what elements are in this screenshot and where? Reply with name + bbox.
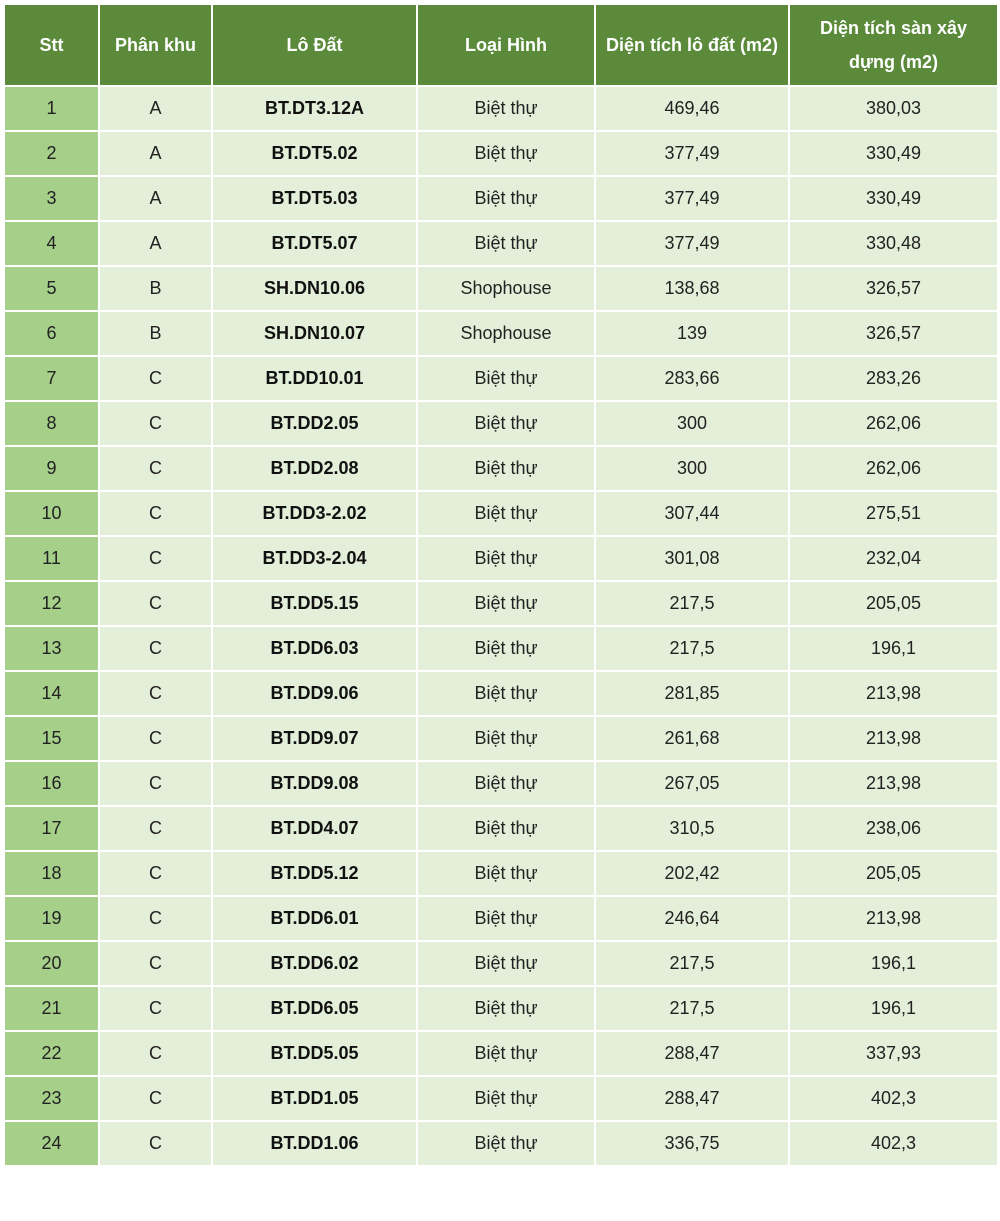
cell-land-area: 307,44 xyxy=(595,491,789,536)
cell-stt: 22 xyxy=(4,1031,99,1076)
cell-lot: BT.DT3.12A xyxy=(212,86,417,131)
table-row xyxy=(4,446,998,491)
cell-floor-area: 275,51 xyxy=(789,491,998,536)
cell-floor-area: 213,98 xyxy=(789,896,998,941)
cell-lot: BT.DD3-2.02 xyxy=(212,491,417,536)
cell-type: Biệt thự xyxy=(417,1121,595,1166)
cell-zone: A xyxy=(99,176,212,221)
cell-floor-area: 330,49 xyxy=(789,131,998,176)
cell-stt: 2 xyxy=(4,131,99,176)
cell-lot: BT.DD4.07 xyxy=(212,806,417,851)
cell-type: Biệt thự xyxy=(417,806,595,851)
cell-stt: 19 xyxy=(4,896,99,941)
cell-type: Biệt thự xyxy=(417,131,595,176)
cell-stt: 9 xyxy=(4,446,99,491)
cell-lot: BT.DD2.05 xyxy=(212,401,417,446)
cell-land-area: 246,64 xyxy=(595,896,789,941)
cell-lot: BT.DD9.08 xyxy=(212,761,417,806)
header-land-area: Diện tích lô đất (m2) xyxy=(595,4,789,86)
cell-lot: SH.DN10.07 xyxy=(212,311,417,356)
table-row xyxy=(4,671,998,716)
cell-stt: 18 xyxy=(4,851,99,896)
table-row xyxy=(4,626,998,671)
cell-lot: BT.DD6.03 xyxy=(212,626,417,671)
table-row xyxy=(4,986,998,1031)
cell-floor-area: 205,05 xyxy=(789,851,998,896)
cell-stt: 3 xyxy=(4,176,99,221)
cell-stt: 6 xyxy=(4,311,99,356)
cell-type: Biệt thự xyxy=(417,221,595,266)
cell-zone: A xyxy=(99,86,212,131)
cell-zone: C xyxy=(99,356,212,401)
table-row xyxy=(4,536,998,581)
cell-stt: 17 xyxy=(4,806,99,851)
cell-land-area: 261,68 xyxy=(595,716,789,761)
cell-floor-area: 213,98 xyxy=(789,761,998,806)
cell-land-area: 217,5 xyxy=(595,626,789,671)
cell-type: Biệt thự xyxy=(417,851,595,896)
cell-zone: C xyxy=(99,626,212,671)
table-header xyxy=(4,4,998,86)
cell-floor-area: 196,1 xyxy=(789,986,998,1031)
table-row xyxy=(4,266,998,311)
cell-land-area: 217,5 xyxy=(595,986,789,1031)
cell-zone: C xyxy=(99,401,212,446)
cell-zone: C xyxy=(99,806,212,851)
cell-zone: B xyxy=(99,311,212,356)
table-row xyxy=(4,491,998,536)
cell-lot: BT.DT5.07 xyxy=(212,221,417,266)
cell-zone: C xyxy=(99,896,212,941)
cell-land-area: 300 xyxy=(595,401,789,446)
table-row xyxy=(4,941,998,986)
cell-stt: 13 xyxy=(4,626,99,671)
cell-lot: BT.DD1.05 xyxy=(212,1076,417,1121)
table-row xyxy=(4,1031,998,1076)
cell-zone: C xyxy=(99,671,212,716)
cell-stt: 4 xyxy=(4,221,99,266)
cell-lot: BT.DD5.15 xyxy=(212,581,417,626)
table-body xyxy=(4,86,998,1166)
cell-type: Shophouse xyxy=(417,266,595,311)
cell-stt: 8 xyxy=(4,401,99,446)
table-row xyxy=(4,86,998,131)
cell-zone: B xyxy=(99,266,212,311)
cell-zone: A xyxy=(99,221,212,266)
table-row xyxy=(4,851,998,896)
cell-type: Biệt thự xyxy=(417,716,595,761)
table-row xyxy=(4,896,998,941)
cell-stt: 10 xyxy=(4,491,99,536)
header-floor-area: Diện tích sàn xây dựng (m2) xyxy=(789,4,998,86)
cell-zone: C xyxy=(99,1121,212,1166)
cell-land-area: 267,05 xyxy=(595,761,789,806)
cell-lot: BT.DD6.02 xyxy=(212,941,417,986)
cell-land-area: 217,5 xyxy=(595,941,789,986)
cell-stt: 1 xyxy=(4,86,99,131)
cell-type: Biệt thự xyxy=(417,626,595,671)
cell-lot: BT.DD9.07 xyxy=(212,716,417,761)
cell-zone: C xyxy=(99,446,212,491)
cell-stt: 12 xyxy=(4,581,99,626)
cell-zone: C xyxy=(99,986,212,1031)
cell-type: Biệt thự xyxy=(417,761,595,806)
cell-stt: 11 xyxy=(4,536,99,581)
cell-lot: BT.DD5.12 xyxy=(212,851,417,896)
cell-floor-area: 402,3 xyxy=(789,1076,998,1121)
cell-lot: BT.DT5.02 xyxy=(212,131,417,176)
cell-zone: C xyxy=(99,761,212,806)
table-row xyxy=(4,716,998,761)
cell-land-area: 217,5 xyxy=(595,581,789,626)
cell-floor-area: 232,04 xyxy=(789,536,998,581)
cell-floor-area: 326,57 xyxy=(789,311,998,356)
cell-zone: C xyxy=(99,581,212,626)
cell-type: Biệt thự xyxy=(417,401,595,446)
cell-zone: C xyxy=(99,1031,212,1076)
cell-land-area: 202,42 xyxy=(595,851,789,896)
cell-land-area: 288,47 xyxy=(595,1076,789,1121)
cell-zone: C xyxy=(99,491,212,536)
cell-floor-area: 238,06 xyxy=(789,806,998,851)
cell-stt: 24 xyxy=(4,1121,99,1166)
cell-floor-area: 326,57 xyxy=(789,266,998,311)
table-row xyxy=(4,221,998,266)
cell-land-area: 377,49 xyxy=(595,221,789,266)
cell-type: Biệt thự xyxy=(417,356,595,401)
cell-zone: C xyxy=(99,851,212,896)
cell-type: Biệt thự xyxy=(417,986,595,1031)
cell-land-area: 469,46 xyxy=(595,86,789,131)
cell-floor-area: 196,1 xyxy=(789,941,998,986)
cell-land-area: 377,49 xyxy=(595,176,789,221)
cell-land-area: 300 xyxy=(595,446,789,491)
cell-floor-area: 330,48 xyxy=(789,221,998,266)
cell-lot: BT.DD6.05 xyxy=(212,986,417,1031)
cell-lot: BT.DD1.06 xyxy=(212,1121,417,1166)
cell-type: Biệt thự xyxy=(417,1031,595,1076)
header-stt: Stt xyxy=(4,4,99,86)
cell-land-area: 283,66 xyxy=(595,356,789,401)
cell-stt: 21 xyxy=(4,986,99,1031)
header-lot: Lô Đất xyxy=(212,4,417,86)
cell-type: Biệt thự xyxy=(417,941,595,986)
cell-lot: BT.DD6.01 xyxy=(212,896,417,941)
cell-land-area: 301,08 xyxy=(595,536,789,581)
cell-type: Shophouse xyxy=(417,311,595,356)
cell-lot: BT.DD2.08 xyxy=(212,446,417,491)
cell-land-area: 288,47 xyxy=(595,1031,789,1076)
header-type: Loại Hình xyxy=(417,4,595,86)
cell-land-area: 336,75 xyxy=(595,1121,789,1166)
cell-floor-area: 402,3 xyxy=(789,1121,998,1166)
cell-stt: 7 xyxy=(4,356,99,401)
header-zone: Phân khu xyxy=(99,4,212,86)
cell-type: Biệt thự xyxy=(417,1076,595,1121)
table-row xyxy=(4,176,998,221)
cell-stt: 23 xyxy=(4,1076,99,1121)
table-row xyxy=(4,1121,998,1166)
cell-type: Biệt thự xyxy=(417,491,595,536)
cell-lot: BT.DD9.06 xyxy=(212,671,417,716)
cell-floor-area: 262,06 xyxy=(789,446,998,491)
cell-floor-area: 213,98 xyxy=(789,716,998,761)
cell-land-area: 377,49 xyxy=(595,131,789,176)
cell-type: Biệt thự xyxy=(417,86,595,131)
cell-lot: BT.DD10.01 xyxy=(212,356,417,401)
table-row xyxy=(4,761,998,806)
table-row xyxy=(4,401,998,446)
cell-lot: BT.DT5.03 xyxy=(212,176,417,221)
cell-type: Biệt thự xyxy=(417,536,595,581)
cell-zone: A xyxy=(99,131,212,176)
cell-type: Biệt thự xyxy=(417,581,595,626)
cell-lot: SH.DN10.06 xyxy=(212,266,417,311)
cell-lot: BT.DD5.05 xyxy=(212,1031,417,1076)
cell-floor-area: 262,06 xyxy=(789,401,998,446)
cell-floor-area: 213,98 xyxy=(789,671,998,716)
cell-type: Biệt thự xyxy=(417,446,595,491)
table-row xyxy=(4,806,998,851)
cell-lot: BT.DD3-2.04 xyxy=(212,536,417,581)
cell-floor-area: 380,03 xyxy=(789,86,998,131)
cell-zone: C xyxy=(99,536,212,581)
cell-floor-area: 283,26 xyxy=(789,356,998,401)
header-row xyxy=(4,4,998,86)
cell-stt: 14 xyxy=(4,671,99,716)
cell-type: Biệt thự xyxy=(417,896,595,941)
table-row xyxy=(4,356,998,401)
cell-land-area: 281,85 xyxy=(595,671,789,716)
cell-land-area: 139 xyxy=(595,311,789,356)
cell-stt: 15 xyxy=(4,716,99,761)
cell-floor-area: 330,49 xyxy=(789,176,998,221)
cell-floor-area: 205,05 xyxy=(789,581,998,626)
lot-table-container xyxy=(3,3,997,1167)
cell-land-area: 138,68 xyxy=(595,266,789,311)
cell-zone: C xyxy=(99,941,212,986)
cell-stt: 16 xyxy=(4,761,99,806)
table-row xyxy=(4,311,998,356)
cell-zone: C xyxy=(99,1076,212,1121)
table-row xyxy=(4,581,998,626)
lot-table xyxy=(3,3,999,1167)
cell-floor-area: 196,1 xyxy=(789,626,998,671)
cell-type: Biệt thự xyxy=(417,671,595,716)
cell-stt: 5 xyxy=(4,266,99,311)
cell-land-area: 310,5 xyxy=(595,806,789,851)
cell-zone: C xyxy=(99,716,212,761)
table-row xyxy=(4,1076,998,1121)
table-row xyxy=(4,131,998,176)
cell-type: Biệt thự xyxy=(417,176,595,221)
cell-stt: 20 xyxy=(4,941,99,986)
cell-floor-area: 337,93 xyxy=(789,1031,998,1076)
